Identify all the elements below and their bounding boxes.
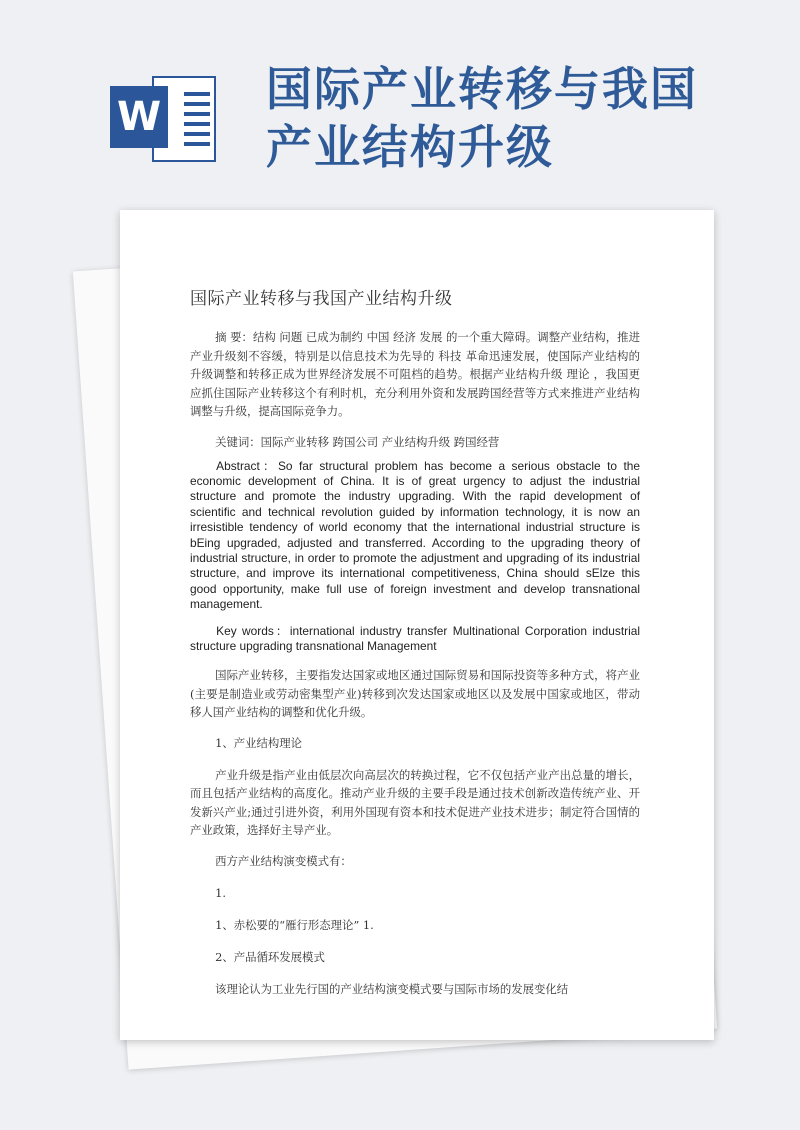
header-banner [0, 0, 800, 210]
paragraph-upgrade: 产业升级是指产业由低层次向高层次的转换过程，它不仅包括产业产出总量的增长，而且包括产业结构的高度化。推动产业升级的主要手段是通过技术创新改造传统产业、开发新兴产业;通过引进外资，利用外国现有资本和技术促进产业技术进步；制定符合国情的产业政策，选择好主导产业。 [190, 767, 640, 838]
section-heading-1: 1、产业结构理论 [215, 735, 303, 750]
document-page [120, 210, 714, 1040]
keywords-english: Key words：international industry transfer Multinational Corporation industrial structure upgrading transnational Management [190, 623, 640, 653]
paragraph-theory: 该理论认为工业先行国的产业结构演变模式要与国际市场的发展变化结 [215, 981, 569, 996]
abstract-english: Abstract：So far structural problem has become a serious obstacle to the economic development of China. It is of great urgency to adjust the industrial structure and promote the industry upgrading. With the rapid development of scientific and technical revolution guided by information technology, it is now an irresistible tendency of world economy that the international industrial structure is bEing upgraded, adjusted and transferred. According to the upgrading theory of industrial structure, in order to promote the adjustment and upgrading of its industrial structure, and improve its international competitiveness, China should sElze this good opportunity, make full use of foreign investment and develop transnational management. [190, 458, 640, 612]
word-letter-w: W [110, 86, 168, 148]
document-body [190, 328, 640, 1010]
line-number-1: 1. [215, 885, 226, 900]
line-flying-geese: 1、赤松要的“雁行形态理论” 1. [215, 917, 374, 932]
keywords-chinese: 关键词：国际产业转移 跨国公司 产业结构升级 跨国经营 [215, 434, 500, 449]
line-product-cycle: 2、产品循环发展模式 [215, 949, 325, 964]
banner-title: 国际产业转移与我国产业结构升级 [266, 62, 698, 174]
line-western-models: 西方产业结构演变模式有： [215, 853, 352, 868]
document-title: 国际产业转移与我国产业结构升级 [190, 289, 453, 309]
paragraph-intro: 国际产业转移，主要指发达国家或地区通过国际贸易和国际投资等多种方式，将产业(主要是制造业或劳动密集型产业)转移到次发达国家或地区以及发展中国家或地区，带动移人国产业结构的调整和优化升级。 [190, 668, 640, 720]
abstract-chinese: 摘 要：结构 问题 已成为制约 中国 经济 发展 的一个重大障碍。调整产业结构，推进产业升级刻不容缓，特别是以信息技术为先导的 科技 革命迅速发展，使国际产业结构的升级调整和转移正成为世界经济发展不可阻档的趋势。根据产业结构升级 理论 ，我国更应抓住国际产业转移这个有利时机，充分利用外资和发展跨国经营等方式来推进产业结构调整与升级，提高国际竞争力。 [190, 330, 640, 418]
word-document-icon [110, 72, 220, 167]
